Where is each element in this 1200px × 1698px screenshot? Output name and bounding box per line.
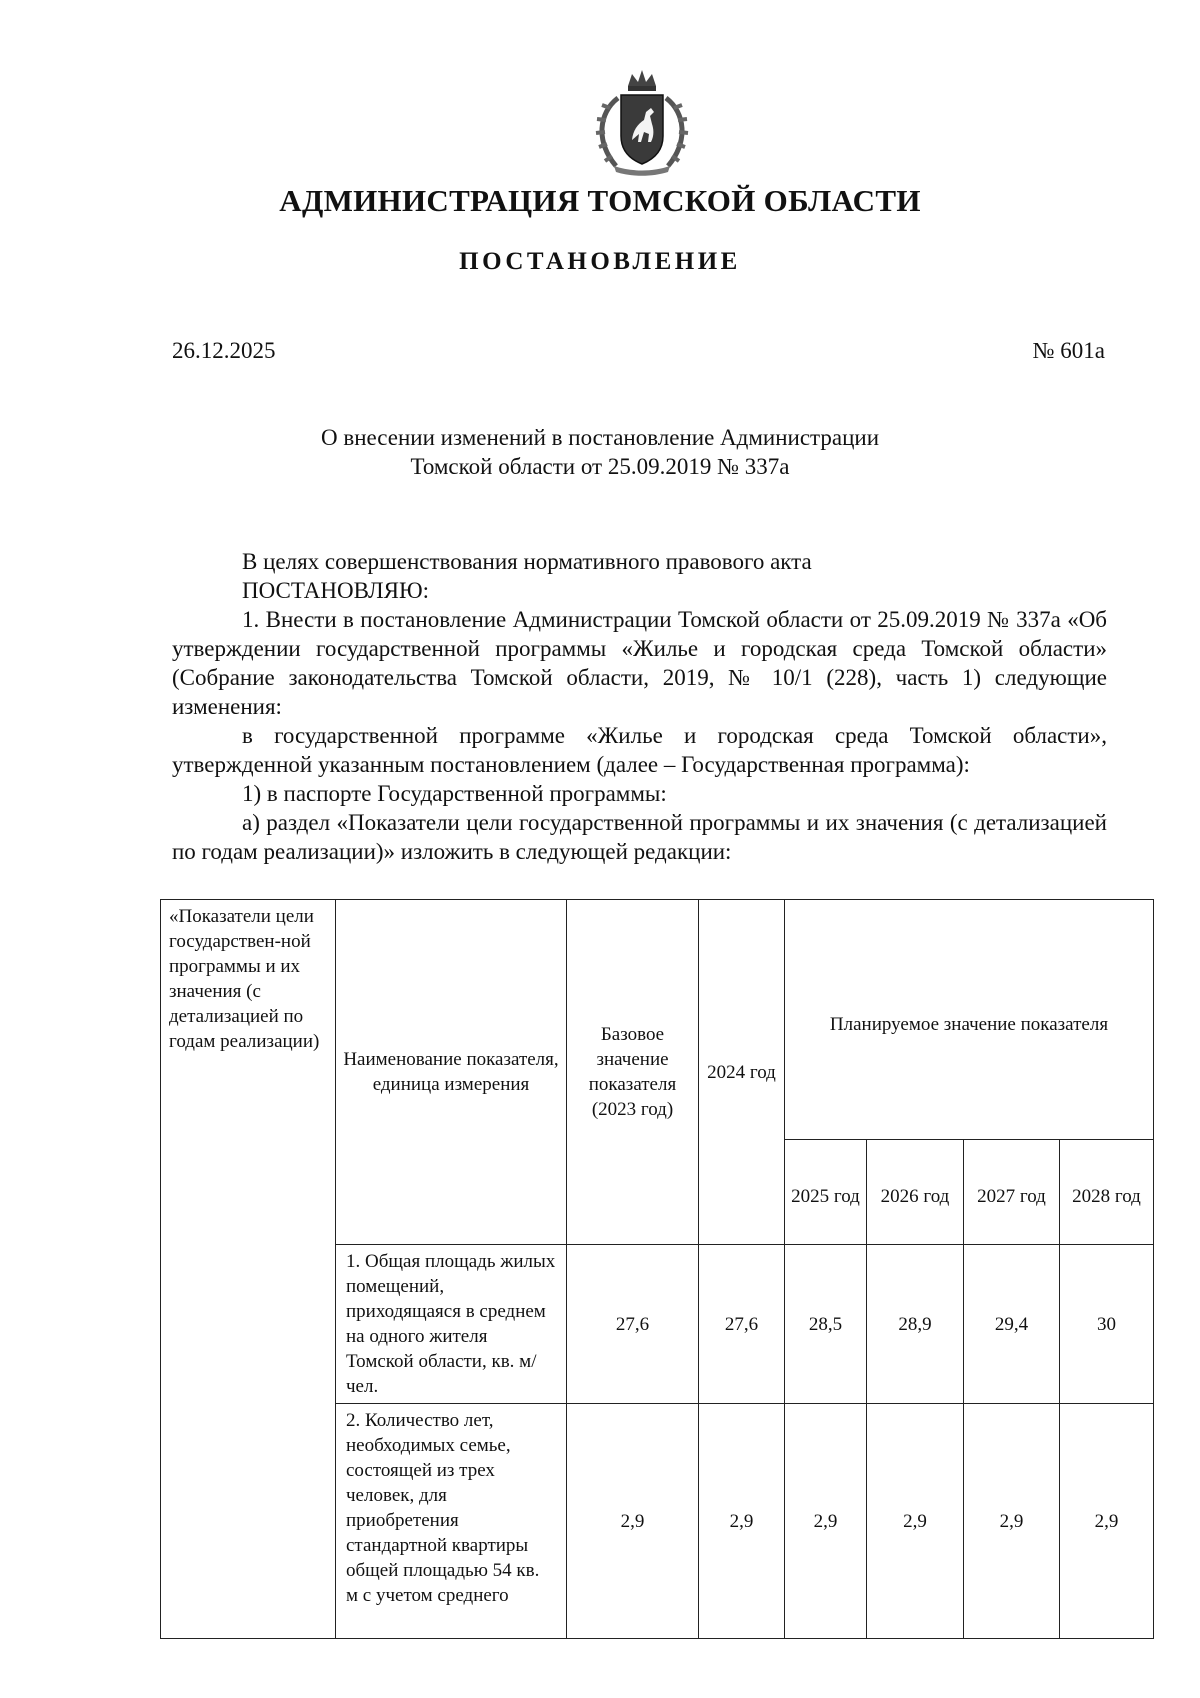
column-header-base: Базовое значение показателя (2023 год): [567, 900, 699, 1245]
indicator-base-value: 27,6: [567, 1245, 699, 1404]
subject-line-2: Томской области от 25.09.2019 № 337а: [410, 454, 790, 479]
column-header-2024: 2024 год: [699, 900, 785, 1245]
indicator-2025-value: 28,5: [785, 1245, 867, 1404]
column-header-2027: 2027 год: [964, 1140, 1060, 1245]
organization-title: АДМИНИСТРАЦИЯ ТОМСКОЙ ОБЛАСТИ: [279, 183, 921, 218]
indicator-2024-value: 2,9: [699, 1404, 785, 1639]
indicator-2026-value: 2,9: [867, 1404, 964, 1639]
body-paragraph-3: 1. Внести в постановление Администрации Томской области от 25.09.2019 № 337а «Об утверждении государственной программы «Жилье и городская среда Томской области» (Собрание законодательства Томской области, 2019, № 10/1 (228), часть 1) следующие изменения:: [172, 607, 1107, 719]
indicator-2028-value: 2,9: [1060, 1404, 1154, 1639]
body-paragraph-2: ПОСТАНОВЛЯЮ:: [242, 578, 430, 603]
body-paragraph-6: а) раздел «Показатели цели государственной программы и их значения (с детализацией по годам реализации)» изложить в следующей редакции:: [172, 810, 1107, 864]
indicator-2026-value: 28,9: [867, 1245, 964, 1404]
table-lead-cell: «Показатели цели государствен-ной программы и их значения (с детализацией по годам реализации): [161, 900, 336, 1639]
body-paragraph-1: В целях совершенствования нормативного правового акта: [242, 549, 812, 574]
indicator-2027-value: 2,9: [964, 1404, 1060, 1639]
document-subject: [0, 423, 1200, 481]
indicator-2028-value: 30: [1060, 1245, 1154, 1404]
document-date: 26.12.2025: [172, 338, 276, 363]
indicator-name: 2. Количество лет, необходимых семье, состоящей из трех человек, для приобретения стандартной квартиры общей площадью 54 кв. м с учетом среднего: [336, 1404, 567, 1639]
column-header-name: Наименование показателя, единица измерения: [336, 900, 567, 1245]
body-paragraph-4: в государственной программе «Жилье и городская среда Томской области», утвержденной указанным постановлением (далее – Государственная программа):: [172, 723, 1107, 777]
column-header-2028: 2028 год: [1060, 1140, 1154, 1245]
subject-line-1: О внесении изменений в постановление Администрации: [320, 425, 880, 450]
column-header-2025: 2025 год: [785, 1140, 867, 1245]
body-paragraph-5: 1) в паспорте Государственной программы:: [242, 781, 667, 806]
indicators-table: [160, 899, 1154, 1639]
document-type: ПОСТАНОВЛЕНИЕ: [459, 248, 741, 275]
document-body: [172, 547, 1107, 866]
indicator-name: 1. Общая площадь жилых помещений, приходящаяся в среднем на одного жителя Томской области, кв. м/чел.: [336, 1245, 567, 1404]
indicator-2024-value: 27,6: [699, 1245, 785, 1404]
coat-of-arms-emblem: [588, 68, 696, 178]
indicator-2027-value: 29,4: [964, 1245, 1060, 1404]
column-header-2026: 2026 год: [867, 1140, 964, 1245]
indicator-base-value: 2,9: [567, 1404, 699, 1639]
column-header-planned: [785, 900, 1154, 1140]
planned-label: Планируемое значение показателя: [829, 1014, 1109, 1035]
document-number: № 601а: [1032, 338, 1105, 363]
indicator-2025-value: 2,9: [785, 1404, 867, 1639]
